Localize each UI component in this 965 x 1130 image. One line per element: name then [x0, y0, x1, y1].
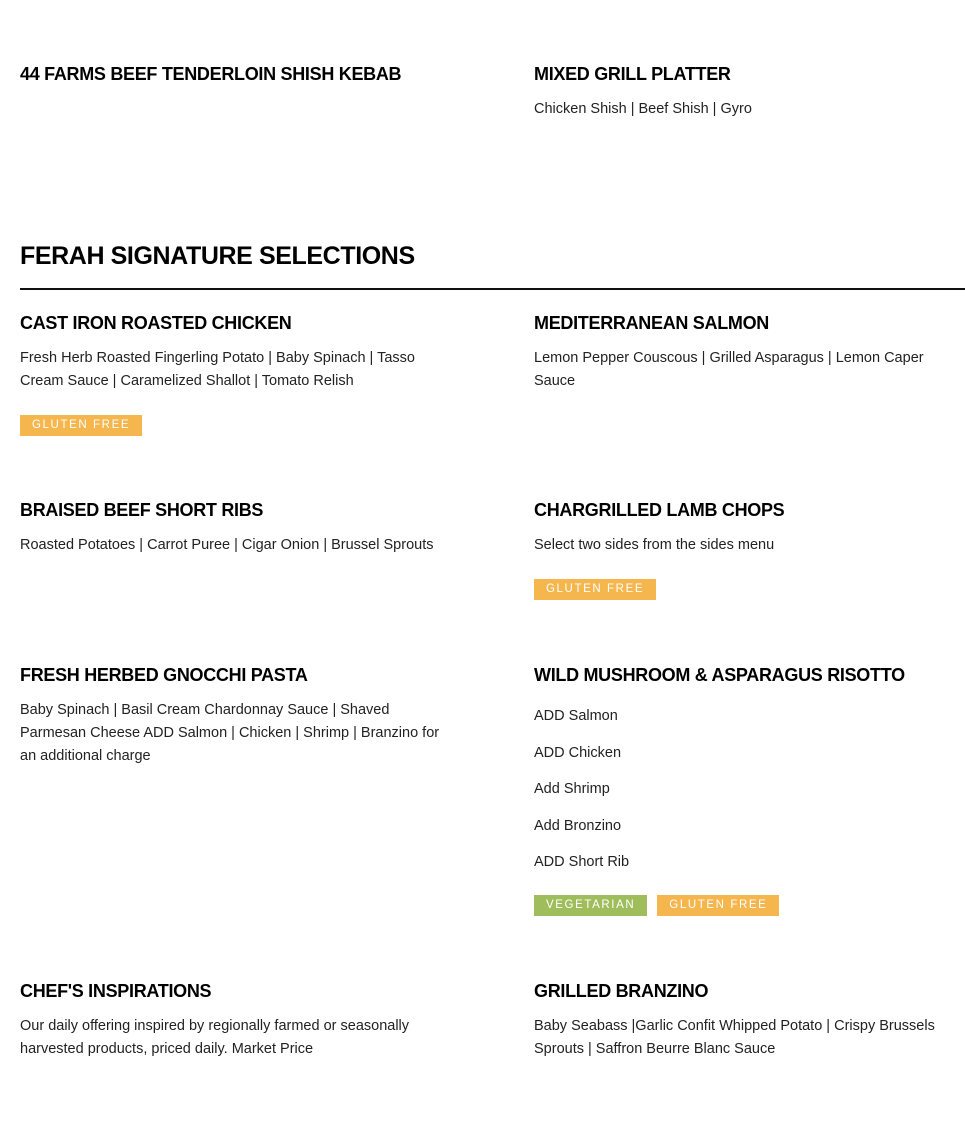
vegetarian-badge: VEGETARIAN	[534, 895, 647, 916]
addon-list	[534, 706, 965, 872]
menu-item-description: Lemon Pepper Couscous | Grilled Asparagus | Lemon Caper Sauce	[534, 350, 924, 389]
addon-item: ADD Chicken	[534, 744, 622, 761]
menu-item-description: Roasted Potatoes | Carrot Puree | Cigar Onion | Brussel Sprouts	[20, 537, 434, 553]
menu-item-description: Chicken Shish | Beef Shish | Gyro	[534, 101, 752, 117]
menu-item-description: Select two sides from the sides menu	[534, 537, 775, 553]
menu-item-shish-kebab	[20, 63, 450, 85]
menu-item-grilled-branzino	[534, 980, 944, 1061]
section-divider	[20, 288, 965, 290]
menu-item-title: WILD MUSHROOM & ASPARAGUS RISOTTO	[534, 665, 905, 685]
menu-item-mediterranean-salmon	[534, 312, 965, 393]
menu-item-risotto	[534, 664, 965, 916]
menu-item-cast-iron-chicken	[20, 312, 450, 436]
menu-item-title: CHARGRILLED LAMB CHOPS	[534, 500, 785, 520]
menu-item-description: Baby Spinach | Basil Cream Chardonnay Sauce | Shaved Parmesan Cheese ADD Salmon | Chicken | Shrimp | Branzino for an additional charge	[20, 702, 440, 764]
menu-item-description: Baby Seabass |Garlic Confit Whipped Potato | Crispy Brussels Sprouts | Saffron Beurre Blanc Sauce	[534, 1018, 935, 1057]
addon-item: ADD Short Rib	[534, 854, 630, 870]
addon-item: Add Shrimp	[534, 781, 610, 797]
gluten-free-badge: GLUTEN FREE	[20, 415, 142, 436]
menu-item-title: GRILLED BRANZINO	[534, 981, 709, 1001]
addon-item: Add Bronzino	[534, 817, 622, 834]
diet-badges	[20, 415, 450, 436]
menu-item-description: Fresh Herb Roasted Fingerling Potato | Baby Spinach | Tasso Cream Sauce | Caramelized Shallot | Tomato Relish	[20, 350, 415, 389]
menu-item-title: 44 FARMS BEEF TENDERLOIN SHISH KEBAB	[20, 64, 402, 84]
menu-item-title: CHEF'S INSPIRATIONS	[20, 981, 212, 1001]
menu-item-title: FRESH HERBED GNOCCHI PASTA	[20, 665, 308, 685]
menu-item-short-ribs	[20, 499, 450, 557]
menu-item-title: MIXED GRILL PLATTER	[534, 64, 731, 84]
menu-item-lamb-chops	[534, 499, 965, 600]
diet-badges	[534, 579, 965, 600]
menu-item-title: CAST IRON ROASTED CHICKEN	[20, 313, 292, 333]
menu-item-description: Our daily offering inspired by regionally farmed or seasonally harvested products, priced daily. Market Price	[20, 1018, 410, 1057]
menu-item-title: MEDITERRANEAN SALMON	[534, 313, 769, 333]
addon-item: ADD Salmon	[534, 708, 618, 724]
gluten-free-badge: GLUTEN FREE	[657, 895, 779, 916]
gluten-free-badge: GLUTEN FREE	[534, 579, 656, 600]
menu-item-mixed-grill	[534, 63, 965, 121]
menu-item-gnocchi-pasta	[20, 664, 450, 768]
menu-item-chefs-inspirations	[20, 980, 450, 1061]
diet-badges	[534, 895, 965, 916]
section-title: FERAH SIGNATURE SELECTIONS	[20, 242, 415, 270]
menu-item-title: BRAISED BEEF SHORT RIBS	[20, 500, 264, 520]
